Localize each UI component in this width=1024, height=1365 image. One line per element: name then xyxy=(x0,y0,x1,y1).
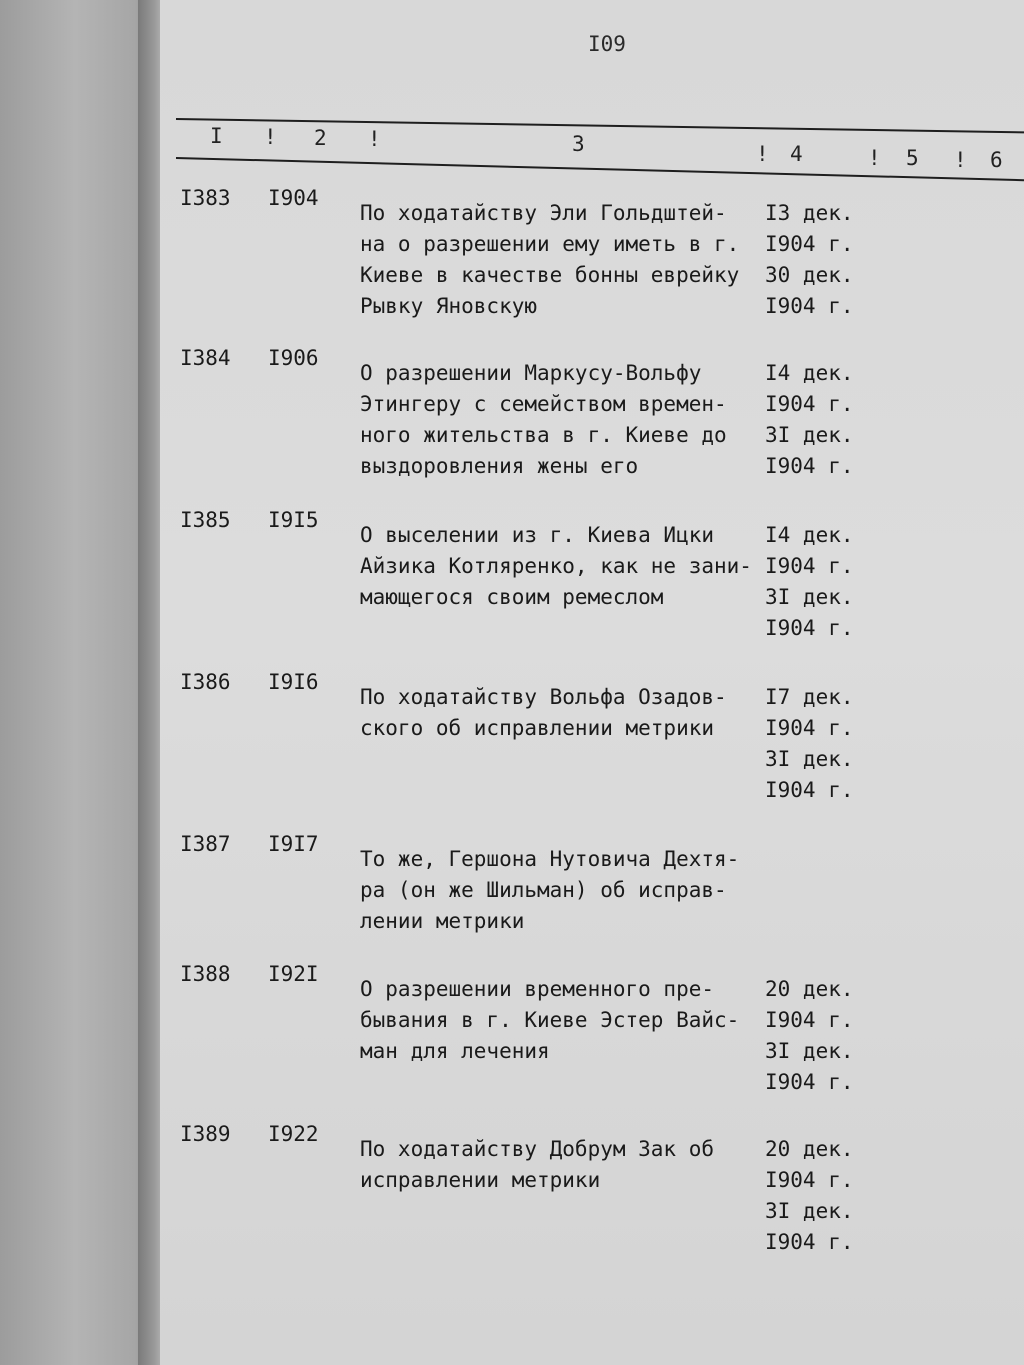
entry-number: I383 xyxy=(180,186,231,210)
description-line: О разрешении Маркусу-Вольфу xyxy=(360,361,702,385)
entry-description xyxy=(360,974,760,1067)
description-line: мающегося своим ремеслом xyxy=(360,585,664,609)
description-line: лении метрики xyxy=(360,909,525,933)
entry-year: I9I7 xyxy=(268,832,319,856)
date-start-year: I904 г. xyxy=(765,554,854,578)
description-line: бывания в г. Киеве Эстер Вайс- xyxy=(360,1008,740,1032)
description-line: ман для лечения xyxy=(360,1039,550,1063)
page-number: I09 xyxy=(588,32,626,56)
date-end-year: I904 г. xyxy=(765,294,854,318)
header-col-6: 6 xyxy=(990,148,1003,172)
date-start: I4 дек. xyxy=(765,361,854,385)
date-start: 20 дек. xyxy=(765,977,854,1001)
header-col-4: 4 xyxy=(790,142,803,166)
description-line: Киеве в качестве бонны еврейку xyxy=(360,263,740,287)
date-start-year: I904 г. xyxy=(765,232,854,256)
date-start: 20 дек. xyxy=(765,1137,854,1161)
date-start-year: I904 г. xyxy=(765,1168,854,1192)
entry-dates xyxy=(765,1134,854,1258)
date-end-year: I904 г. xyxy=(765,454,854,478)
entry-number: I386 xyxy=(180,670,231,694)
header-col-5: 5 xyxy=(906,146,919,170)
entry-dates xyxy=(765,974,854,1098)
date-end-year: I904 г. xyxy=(765,1070,854,1094)
entry-number: I385 xyxy=(180,508,231,532)
date-start-year: I904 г. xyxy=(765,1008,854,1032)
date-end-year: I904 г. xyxy=(765,1230,854,1254)
description-line: ского об исправлении метрики xyxy=(360,716,715,740)
entry-dates xyxy=(765,682,854,806)
entry-number: I388 xyxy=(180,962,231,986)
description-line: По ходатайству Вольфа Озадов- xyxy=(360,685,727,709)
header-separator: ! xyxy=(954,148,967,172)
description-line: Этингеру с семейством времен- xyxy=(360,392,727,416)
entry-year: I9I5 xyxy=(268,508,319,532)
date-end: 3I дек. xyxy=(765,423,854,447)
date-start: I4 дек. xyxy=(765,523,854,547)
header-separator: ! xyxy=(868,146,881,170)
date-end: 3I дек. xyxy=(765,585,854,609)
description-line: Рывку Яновскую xyxy=(360,294,538,318)
date-start-year: I904 г. xyxy=(765,392,854,416)
entry-year: I92I xyxy=(268,962,319,986)
entry-dates xyxy=(765,520,854,644)
entry-description xyxy=(360,358,760,482)
date-end: 30 дек. xyxy=(765,263,854,287)
entry-description xyxy=(360,198,760,322)
date-end: 3I дек. xyxy=(765,747,854,771)
entry-year: I9I6 xyxy=(268,670,319,694)
description-line: По ходатайству Эли Гольдштей- xyxy=(360,201,727,225)
date-start-year: I904 г. xyxy=(765,716,854,740)
description-line: ра (он же Шильман) об исправ- xyxy=(360,878,727,902)
header-col-2: 2 xyxy=(314,126,327,150)
date-start: I3 дек. xyxy=(765,201,854,225)
description-line: на о разрешении ему иметь в г. xyxy=(360,232,740,256)
description-line: Айзика Котляренко, как не зани- xyxy=(360,554,752,578)
entry-number: I384 xyxy=(180,346,231,370)
date-start: I7 дек. xyxy=(765,685,854,709)
description-line: О разрешении временного пре- xyxy=(360,977,715,1001)
entry-description xyxy=(360,1134,760,1196)
date-end-year: I904 г. xyxy=(765,778,854,802)
description-line: выздоровления жены его xyxy=(360,454,639,478)
date-end: 3I дек. xyxy=(765,1199,854,1223)
description-line: По ходатайству Добрум Зак об xyxy=(360,1137,715,1161)
entry-number: I389 xyxy=(180,1122,231,1146)
entry-year: I906 xyxy=(268,346,319,370)
date-end: 3I дек. xyxy=(765,1039,854,1063)
header-separator: ! xyxy=(368,127,381,151)
entry-dates xyxy=(765,198,854,322)
description-line: исправлении метрики xyxy=(360,1168,601,1192)
header-col-1: I xyxy=(210,124,223,148)
description-line: ного жительства в г. Киеве до xyxy=(360,423,727,447)
date-end-year: I904 г. xyxy=(765,616,854,640)
entry-description xyxy=(360,520,760,613)
header-separator: ! xyxy=(264,125,277,149)
facing-page-edge xyxy=(0,0,150,1365)
entry-year: I922 xyxy=(268,1122,319,1146)
description-line: О выселении из г. Киева Ицки xyxy=(360,523,715,547)
header-separator: ! xyxy=(756,142,769,166)
entry-number: I387 xyxy=(180,832,231,856)
description-line: То же, Гершона Нутовича Дехтя- xyxy=(360,847,740,871)
entry-year: I904 xyxy=(268,186,319,210)
entry-description xyxy=(360,682,760,744)
header-col-3: 3 xyxy=(572,132,585,156)
entry-description xyxy=(360,844,760,937)
entry-dates xyxy=(765,358,854,482)
